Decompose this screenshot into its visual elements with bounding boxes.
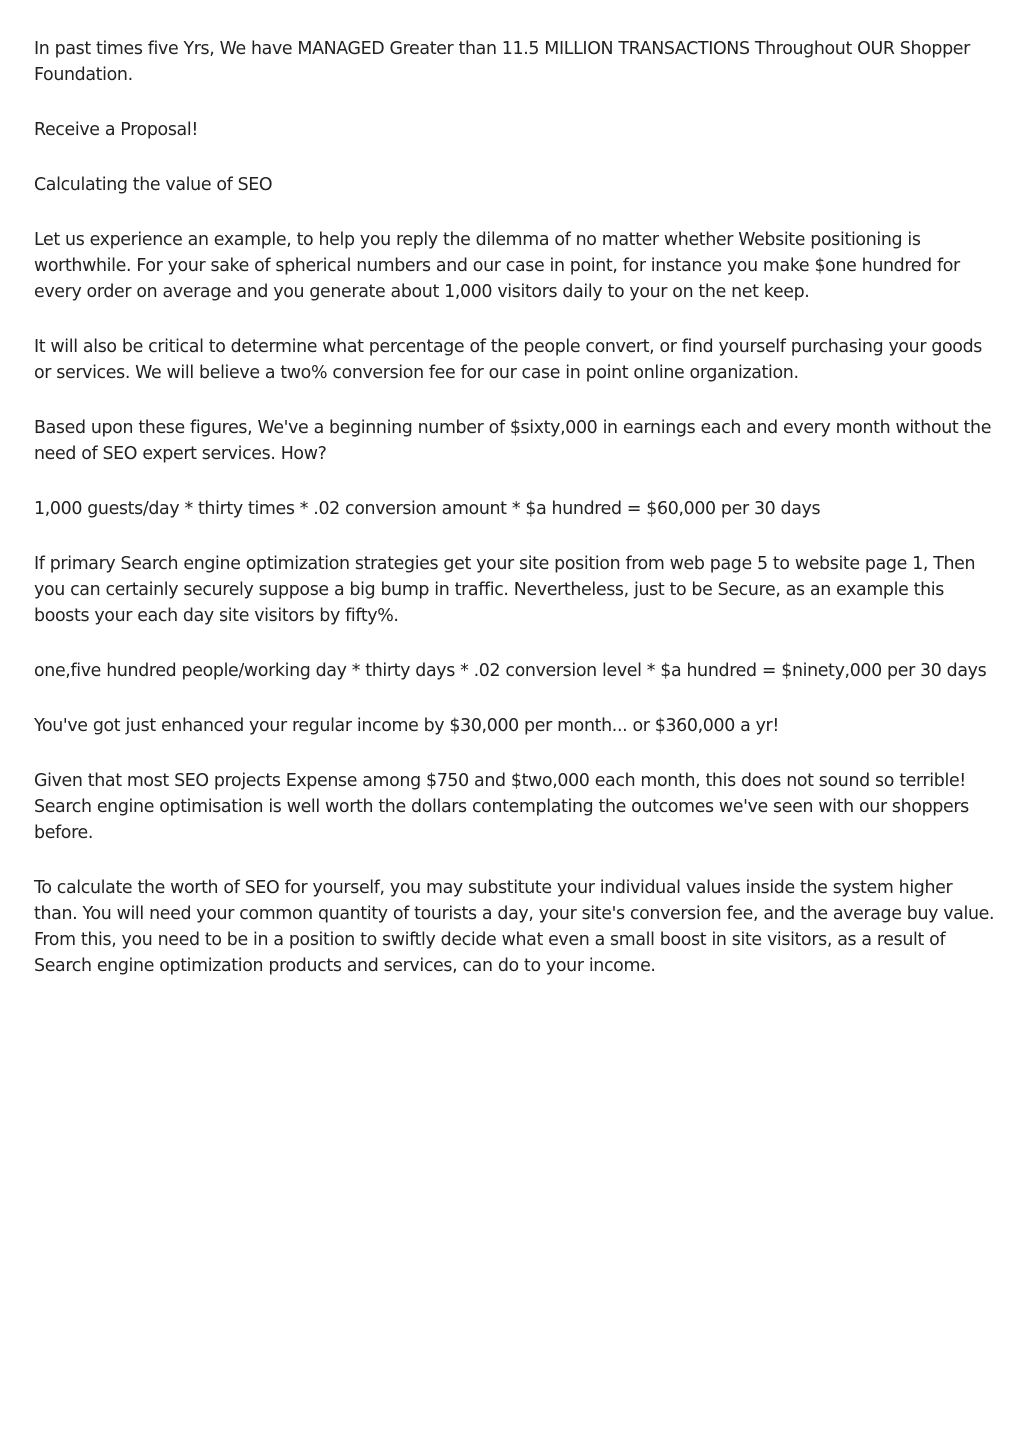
document-body: [34, 36, 996, 1008]
section-heading: Calculating the value of SEO: [34, 175, 273, 195]
proposal-heading: Receive a Proposal!: [34, 120, 198, 140]
cost-paragraph: Given that most SEO projects Expense among $750 and $two,000 each month, this does not sound so terrible! Search engine optimisation is well worth the dollars contemplating the outcomes we've seen with our shoppers before.: [34, 771, 969, 843]
boosted-formula: one,five hundred people/working day * thirty days * .02 conversion level * $a hundred = $ninety,000 per 30 days: [34, 661, 987, 681]
intro-paragraph: In past times five Yrs, We have MANAGED Greater than 11.5 MILLION TRANSACTIONS Throughout OUR Shopper Foundation.: [34, 39, 970, 85]
baseline-formula: 1,000 guests/day * thirty times * .02 conversion amount * $a hundred = $60,000 per 30 days: [34, 499, 821, 519]
baseline-paragraph: Based upon these figures, We've a beginning number of $sixty,000 in earnings each and every month without the need of SEO expert services. How?: [34, 418, 992, 464]
closing-paragraph: To calculate the worth of SEO for yourself, you may substitute your individual values inside the system higher than. You will need your common quantity of tourists a day, your site's conversion fee, and the average buy value. From this, you need to be in a position to swiftly decide what even a small boost in site visitors, as a result of Search engine optimization products and services, can do to your income.: [34, 878, 995, 976]
traffic-boost-paragraph: If primary Search engine optimization strategies get your site position from web page 5 to website page 1, Then you can certainly securely suppose a big bump in traffic. Nevertheless, just to be Secure, as an example this boosts your each day site visitors by fifty%.: [34, 554, 976, 626]
example-paragraph: Let us experience an example, to help you reply the dilemma of no matter whether Website positioning is worthwhile. For your sake of spherical numbers and our case in point, for instance you make $one hundred for every order on average and you generate about 1,000 visitors daily to your on the net keep.: [34, 230, 960, 302]
income-increase-paragraph: You've got just enhanced your regular income by $30,000 per month... or $360,000 a yr!: [34, 716, 779, 736]
conversion-paragraph: It will also be critical to determine what percentage of the people convert, or find yourself purchasing your goods or services. We will believe a two% conversion fee for our case in point online organization.: [34, 337, 982, 383]
